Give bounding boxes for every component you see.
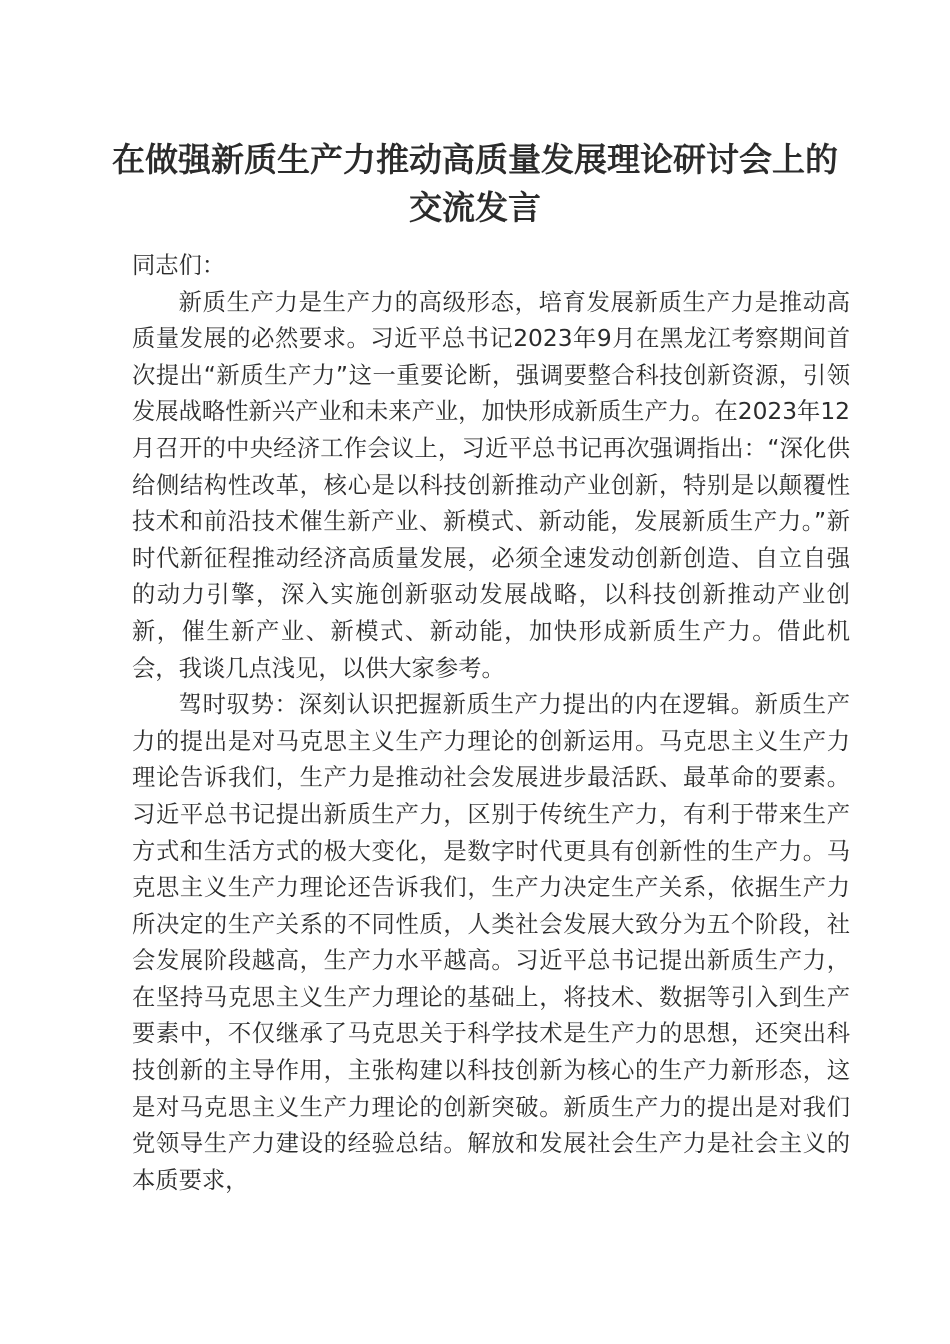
- salutation: 同志们：: [132, 252, 226, 279]
- paragraph-section-one: 驾时驭势：深刻认识把握新质生产力提出的内在逻辑。新质生产力的提出是对马克思主义生产力理论的创新运用。马克思主义生产力理论告诉我们，生产力是推动社会发展进步最活跃、最革命的要素。习近平总书记提出新质生产力，区别于传统生产力，有利于带来生产方式和生活方式的极大变化，是数字时代更具有创新性的生产力。马克思主义生产力理论还告诉我们，生产力决定生产关系，依据生产力所决定的生产关系的不同性质，人类社会发展大致分为五个阶段，社会发展阶段越高，生产力水平越高。习近平总书记提出新质生产力，在坚持马克思主义生产力理论的基础上，将技术、数据等引入到生产要素中，不仅继承了马克思关于科学技术是生产力的思想，还突出科技创新的主导作用，主张构建以科技创新为核心的生产力新形态，这是对马克思主义生产力理论的创新突破。新质生产力的提出是对我们党领导生产力建设的经验总结。解放和发展社会生产力是社会主义的本质要求，: [132, 691, 850, 1194]
- document-title: 在做强新质生产力推动高质量发展理论研讨会上的交流发言: [112, 140, 838, 227]
- paragraph-intro: 新质生产力是生产力的高级形态，培育发展新质生产力是推动高质量发展的必然要求。习近平总书记2023年9月在黑龙江考察期间首次提出“新质生产力”这一重要论断，强调要整合科技创新资源，引领发展战略性新兴产业和未来产业，加快形成新质生产力。在2023年12月召开的中央经济工作会议上，习近平总书记再次强调指出：“深化供给侧结构性改革，核心是以科技创新推动产业创新，特别是以颠覆性技术和前沿技术催生新产业、新模式、新动能，发展新质生产力。”新时代新征程推动经济高质量发展，必须全速发动创新创造、自立自强的动力引擎，深入实施创新驱动发展战略，以科技创新推动产业创新，催生新产业、新模式、新动能，加快形成新质生产力。借此机会，我谈几点浅见，以供大家参考。: [132, 288, 850, 682]
- document-body: [132, 248, 850, 1199]
